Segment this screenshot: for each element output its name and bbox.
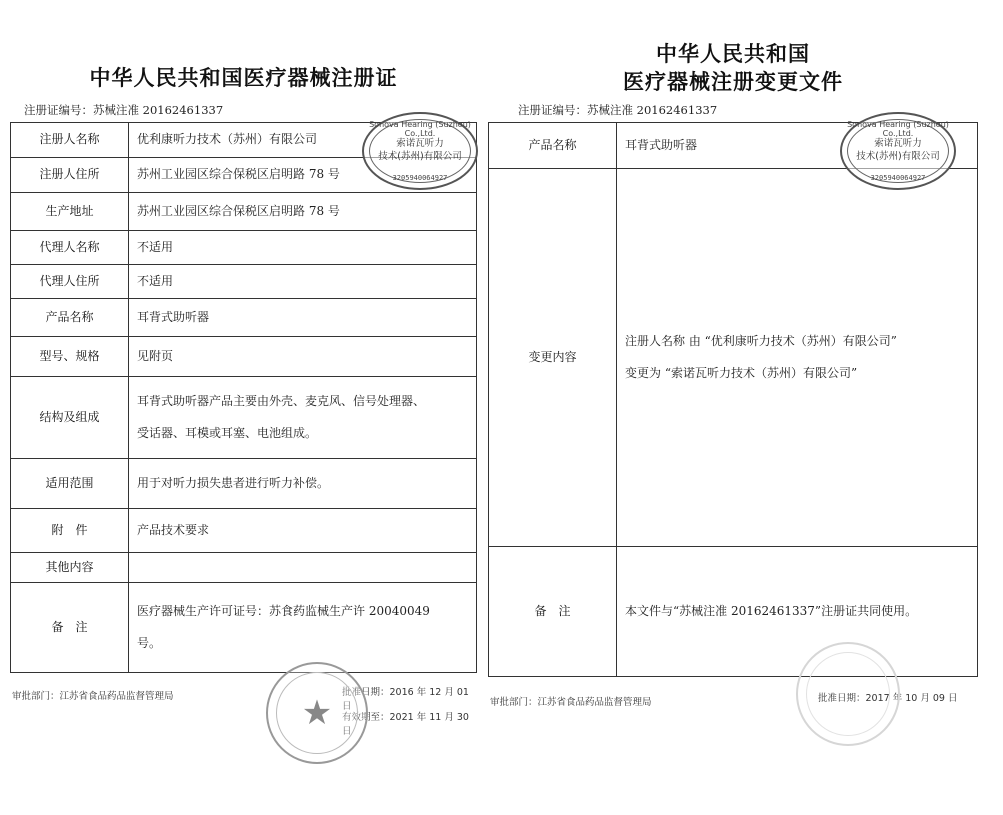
approval-department xyxy=(12,688,174,702)
row-value xyxy=(129,377,477,459)
table-row xyxy=(11,377,477,459)
company-seal xyxy=(362,112,478,190)
remark-label: 备 注 xyxy=(489,547,617,677)
row-label: 代理人名称 xyxy=(11,231,129,265)
approval-department-value: 江苏省食品药品监督管理局 xyxy=(59,691,174,702)
value-line: 变更为 “索诺瓦听力技术（苏州）有限公司” xyxy=(625,365,858,380)
valid-until-label: 有效期至： xyxy=(342,712,390,723)
row-value: 不适用 xyxy=(129,231,477,265)
row-value: 优利康听力技术（苏州）有限公司 xyxy=(129,123,477,158)
table-row xyxy=(489,547,978,677)
value-line: 注册人名称 由 “优利康听力技术（苏州）有限公司” xyxy=(625,334,897,349)
remark-value: 本文件与“苏械注准 20162461337”注册证共同使用。 xyxy=(617,547,978,677)
seal-company-name: 索诺瓦听力 技术(苏州)有限公司 xyxy=(856,138,940,162)
table-row xyxy=(11,583,477,673)
approval-date-value: 2016 年 12 月 01 日 xyxy=(342,687,469,712)
value-line: 耳背式助听器产品主要由外壳、麦克风、信号处理器、 xyxy=(137,394,426,409)
registration-number-label: 注册证编号： xyxy=(518,103,587,117)
row-value: 耳背式助听器 xyxy=(129,299,477,337)
seal-code: 3205940064927 xyxy=(392,174,448,182)
row-value: 见附页 xyxy=(129,337,477,377)
change-content-value xyxy=(617,169,978,547)
row-label: 适用范围 xyxy=(11,459,129,509)
certificate-table xyxy=(10,122,477,673)
table-row xyxy=(11,509,477,553)
table-row xyxy=(11,231,477,265)
table-row xyxy=(11,553,477,583)
table-row xyxy=(11,193,477,231)
change-title-line2: 医疗器械注册变更文件 xyxy=(623,70,843,94)
value-line: 受话器、耳模或耳塞、电池组成。 xyxy=(137,425,318,440)
approval-department-value: 江苏省食品药品监督管理局 xyxy=(537,697,652,708)
table-row xyxy=(11,459,477,509)
row-value: 用于对听力损失患者进行听力补偿。 xyxy=(129,459,477,509)
change-table xyxy=(488,122,978,677)
seal-code: 3205940064927 xyxy=(870,174,926,182)
registration-number-label: 注册证编号： xyxy=(24,103,93,117)
row-label: 其他内容 xyxy=(11,553,129,583)
table-row xyxy=(11,265,477,299)
registration-number xyxy=(24,102,223,118)
change-registration-number xyxy=(518,102,717,118)
registration-number-value: 苏械注准 20162461337 xyxy=(93,103,224,117)
product-name-value: 耳背式助听器 xyxy=(617,123,978,169)
row-label: 注册人住所 xyxy=(11,158,129,193)
star-icon: ★ xyxy=(301,693,333,733)
approval-department-label: 审批部门： xyxy=(490,697,538,708)
row-label: 生产地址 xyxy=(11,193,129,231)
row-value xyxy=(129,553,477,583)
seal-arc-text: Sonova Hearing (Suzhou) Co.,Ltd. xyxy=(369,120,471,138)
row-label: 附 件 xyxy=(11,509,129,553)
seal-company-name: 索诺瓦听力 技术(苏州)有限公司 xyxy=(378,138,462,162)
official-seal xyxy=(266,662,368,764)
row-label: 备 注 xyxy=(11,583,129,673)
row-label: 型号、规格 xyxy=(11,337,129,377)
approval-department-label: 审批部门： xyxy=(12,691,60,702)
row-value: 苏州工业园区综合保税区启明路 78 号 xyxy=(129,158,477,193)
valid-until-value: 2021 年 11 月 30 日 xyxy=(342,712,469,737)
approval-department xyxy=(490,694,652,708)
company-seal xyxy=(840,112,956,190)
value-line: 医疗器械生产许可证号：苏食药监械生产许 20040049 xyxy=(137,604,430,619)
approval-date-label: 批准日期： xyxy=(818,693,866,704)
row-value: 产品技术要求 xyxy=(129,509,477,553)
approval-date-value: 2017 年 10 月 09 日 xyxy=(865,693,958,704)
faint-official-seal xyxy=(796,642,900,746)
row-value: 苏州工业园区综合保税区启明路 78 号 xyxy=(129,193,477,231)
row-label: 注册人名称 xyxy=(11,123,129,158)
row-value: 不适用 xyxy=(129,265,477,299)
change-content-label: 变更内容 xyxy=(489,169,617,547)
value-line: 号。 xyxy=(137,635,162,650)
table-row xyxy=(11,299,477,337)
row-value xyxy=(129,583,477,673)
seal-arc-text: Sonova Hearing (Suzhou) Co.,Ltd. xyxy=(847,120,949,138)
approval-date-label: 批准日期： xyxy=(342,687,390,698)
table-row xyxy=(489,169,978,547)
row-label: 代理人住所 xyxy=(11,265,129,299)
certificate-title: 中华人民共和国医疗器械注册证 xyxy=(89,66,398,90)
table-row xyxy=(11,337,477,377)
registration-number-value: 苏械注准 20162461337 xyxy=(587,103,718,117)
product-name-label: 产品名称 xyxy=(489,123,617,169)
row-label: 结构及组成 xyxy=(11,377,129,459)
change-title-line1: 中华人民共和国 xyxy=(656,42,810,66)
row-label: 产品名称 xyxy=(11,299,129,337)
